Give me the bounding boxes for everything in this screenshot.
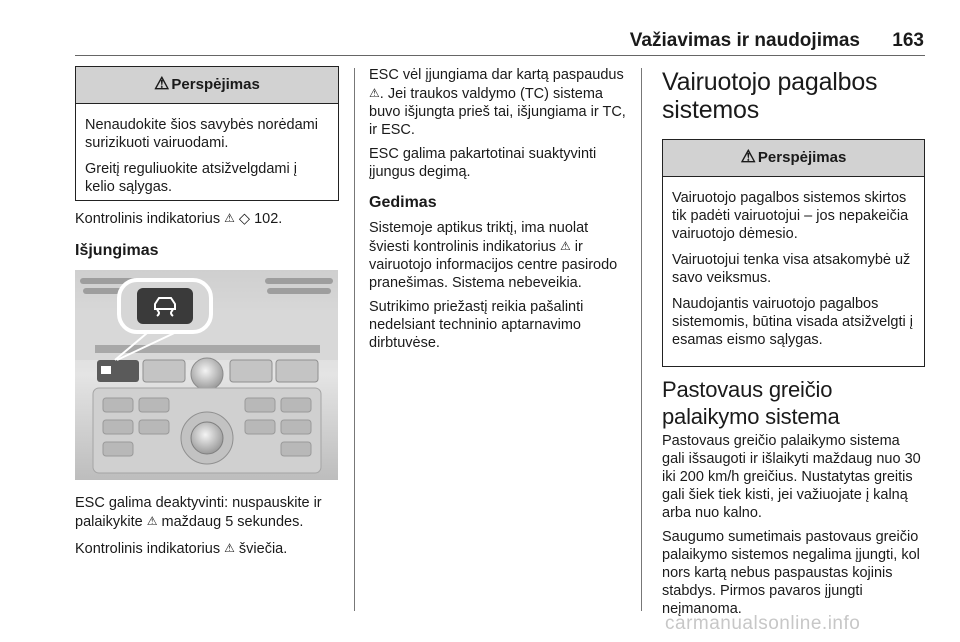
indicator-light-text: Kontrolinis indikatorius [75,541,221,557]
esc-off-text-end: maždaug 5 sekundes. [161,514,304,530]
running-header-title: Važiavimas ir naudojimas [629,30,860,51]
heading-fault: Gedimas [369,194,437,211]
indicator-reference-line [75,209,340,228]
warning-triangle-icon: ⚠ [154,74,170,93]
fault-text-end: ir vairuotojo informacijos centre pasirodo pranešimas. Sistema nebeveikia. [369,239,618,291]
esc-on-text [369,66,631,139]
section-title: Vairuotojo pagalbos sistemos [662,68,878,124]
subsection-title: Pastovaus greičio palaikymo sistema [662,377,840,429]
esc-on-text-start: ESC vėl įjungiama dar kartą paspaudus [369,67,624,83]
page-number: 163 [892,30,924,51]
warning-paragraph: Vairuotojo pagalbos sistemos skirtos tik padėti vairuotojui – jos nepakeičia vairuotojo dėmesio. [672,190,909,242]
esc-on-paragraph [369,66,631,187]
column-divider-left [354,68,355,611]
cruise-paragraph: Saugumo sumetimais pastovaus greičio palaikymo sistemos negalima įjungti, kol nors kartą nebus paspaustas kojinis stabdys. Pirmos pavaros įjungti neįmanoma. [662,529,920,617]
fault-paragraph [369,219,631,358]
header-rule [75,55,925,56]
warning-paragraph: Naudojantis vairuotojo pagalbos sistemomis, būtina visada atsižvelgti į esamas eismo sąlygas. [672,296,913,348]
reference-symbol: ◇ [238,211,251,227]
watermark: carmanualsonline.info [665,613,861,634]
esc-off-text: ESC galima deaktyvinti: nuspauskite ir palaikykite [75,495,322,530]
warning-paragraph: Greitį reguliuokite atsižvelgdami į kelio sąlygas. [85,161,297,195]
fault-text [369,219,631,292]
warning-body [663,177,924,361]
esc-off-paragraph [75,494,343,531]
heading-disable: Išjungimas [75,242,159,259]
warning-paragraph: Vairuotojui tenka visa atsakomybė už savo veiksmus. [672,252,911,286]
column-divider-right [641,68,642,611]
esc-indicator-icon: ⚠ [224,541,235,555]
warning-box-right [662,139,925,367]
esc-off-icon: ⚠ [224,211,235,225]
warning-body [76,104,338,208]
warning-paragraph: Nenaudokite šios savybės norėdami surizikuoti vairuodami. [85,117,318,151]
warning-box-left [75,66,339,201]
warning-header [663,140,924,177]
center-console-photo [75,270,338,480]
reference-page: 102. [254,211,283,227]
fault-text-start: Sistemoje aptikus triktį, ima nuolat šviesti kontrolinis indikatorius [369,220,589,255]
esc-off-icon: ⚠ [369,86,380,100]
cruise-paragraph: Pastovaus greičio palaikymo sistema gali išsaugoti ir išlaikyti maždaug nuo 30 iki 200 km/h greičius. Nustatytas greitis gali šiek tiek kisti, jei važiuojate į kalną arba nuo kalno. [662,433,921,521]
indicator-light-text-end: šviečia. [238,541,288,557]
cruise-control-text [662,432,926,624]
esc-on-text-end: . Jei traukos valdymo (TC) sistema buvo išjungta prieš tai, išjungiama ir TC, ir ESC. [369,86,626,138]
esc-off-icon: ⚠ [146,514,158,528]
indicator-light-paragraph [75,539,340,558]
warning-triangle-icon: ⚠ [740,147,756,166]
fault-repair-text: Sutrikimo priežastį reikia pašalinti nedelsiant techninio aptarnavimo dirbtuvėse. [369,299,584,351]
warning-header [76,67,338,104]
indicator-text: Kontrolinis indikatorius [75,211,221,227]
esc-reactivate-text: ESC galima pakartotinai suaktyvinti įjungus degimą. [369,146,597,180]
warning-title: Perspėjimas [171,76,260,93]
warning-title: Perspėjimas [757,149,847,166]
esc-off-icon: ⚠ [560,239,571,253]
